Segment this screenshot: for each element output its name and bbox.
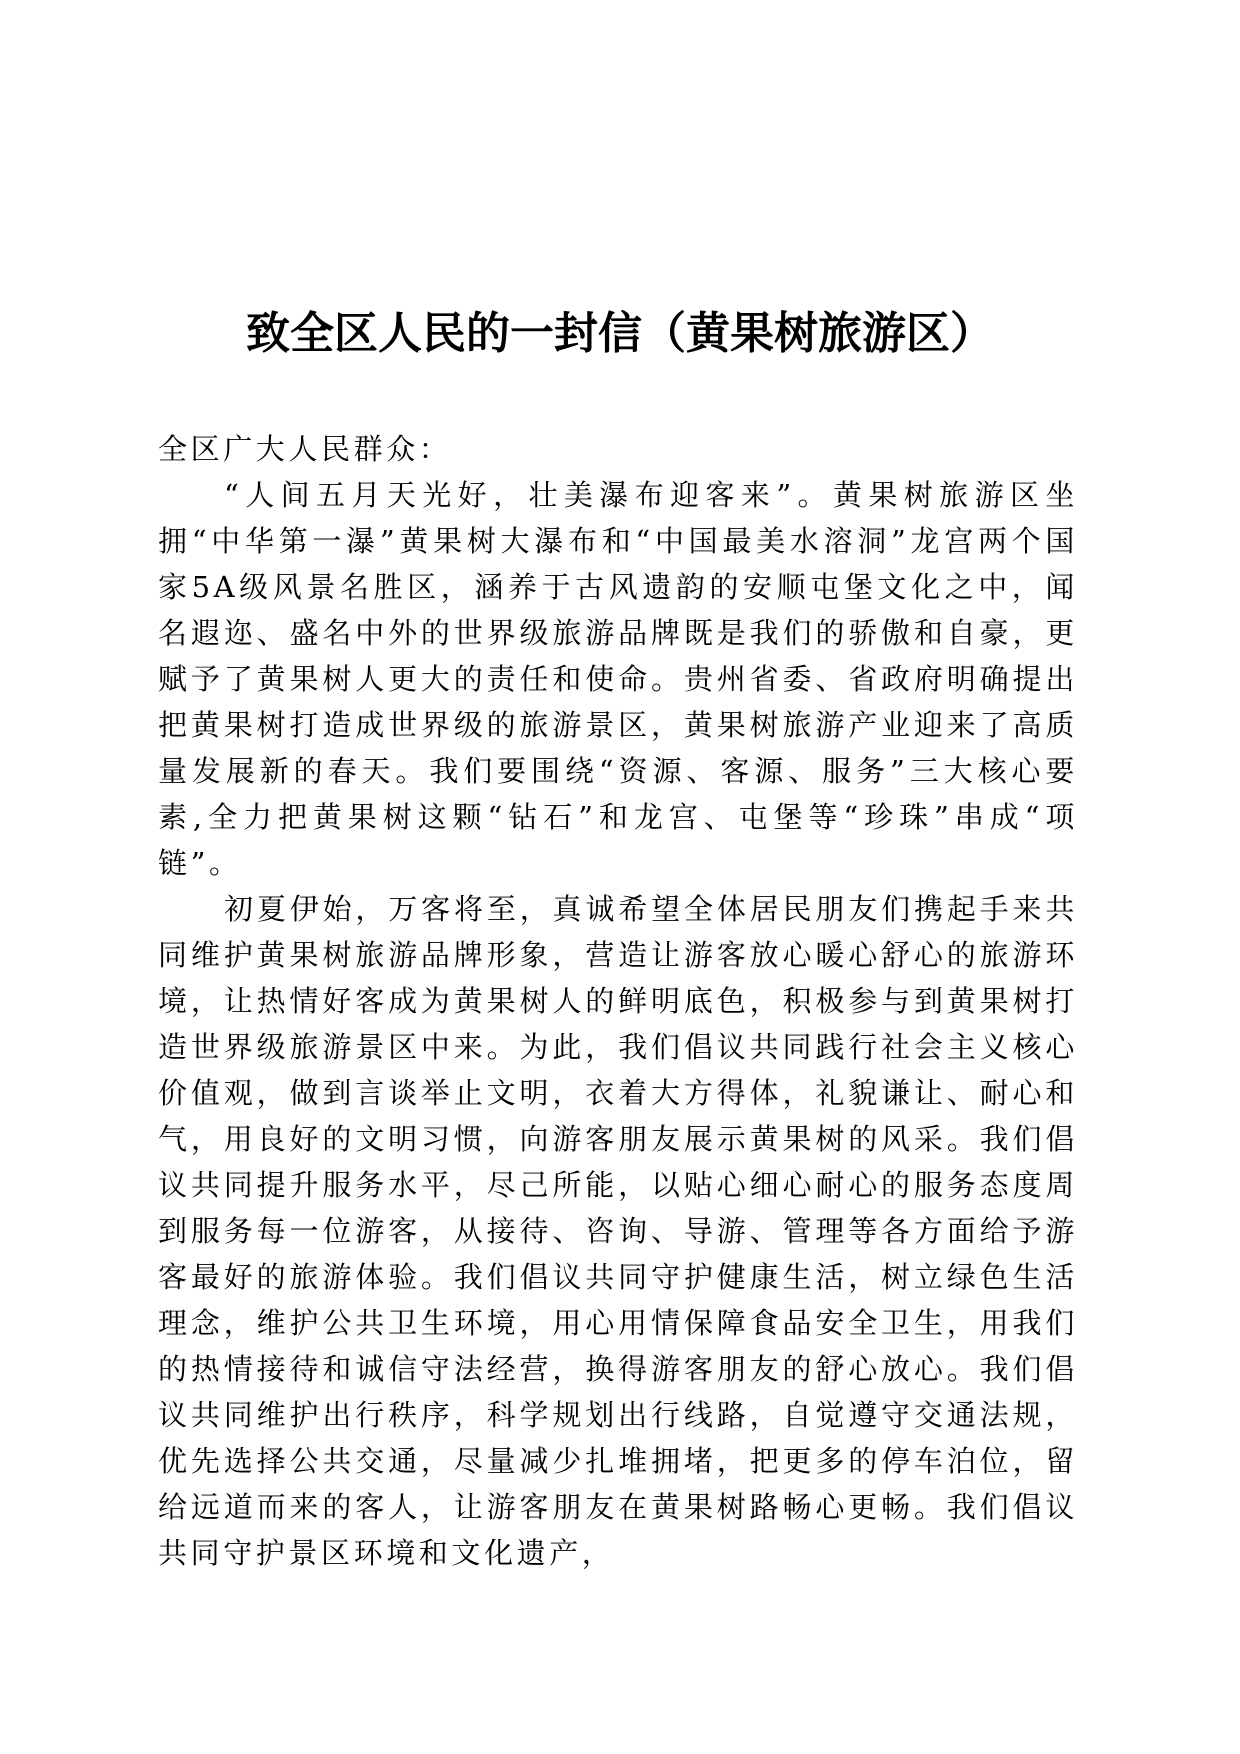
document-title: 致全区人民的一封信（黄果树旅游区） bbox=[246, 308, 994, 359]
letter-paragraph-2: 初夏伊始，万客将至，真诚希望全体居民朋友们携起手来共同维护黄果树旅游品牌形象，营造让游客放心暖心舒心的旅游环境，让热情好客成为黄果树人的鲜明底色，积极参与到黄果树打造世界级旅游景区中来。为此，我们倡议共同践行社会主义核心价值观，做到言谈举止文明，衣着大方得体，礼貌谦让、耐心和气，用良好的文明习惯，向游客朋友展示黄果树的风采。我们倡议共同提升服务水平，尽己所能，以贴心细心耐心的服务态度周到服务每一位游客，从接待、咨询、导游、管理等各方面给予游客最好的旅游体验。我们倡议共同守护健康生活，树立绿色生活理念，维护公共卫生环境，用心用情保障食品安全卫生，用我们的热情接待和诚信守法经营，换得游客朋友的舒心放心。我们倡议共同维护出行秩序，科学规划出行线路，自觉遵守交通法规，优先选择公共交通，尽量减少扎堆拥堵，把更多的停车泊位，留给远道而来的客人，让游客朋友在黄果树路畅心更畅。我们倡议共同守护景区环境和文化遗产， bbox=[158, 892, 1078, 1570]
letter-body bbox=[158, 426, 1078, 1576]
letter-paragraph-1: “人间五月天光好，壮美瀑布迎客来”。黄果树旅游区坐拥“中华第一瀑”黄果树大瀑布和“中国最美水溶洞”龙宫两个国家5A级风景名胜区，涵养于古风遗韵的安顺屯堡文化之中，闻名遐迩、盛名中外的世界级旅游品牌既是我们的骄傲和自豪，更赋予了黄果树人更大的责任和使命。贵州省委、省政府明确提出把黄果树打造成世界级的旅游景区，黄果树旅游产业迎来了高质量发展新的春天。我们要围绕“资源、客源、服务”三大核心要素,全力把黄果树这颗“钻石”和龙宫、屯堡等“珍珠”串成“项链”。 bbox=[158, 478, 1078, 880]
letter-greeting: 全区广大人民群众： bbox=[158, 432, 452, 466]
